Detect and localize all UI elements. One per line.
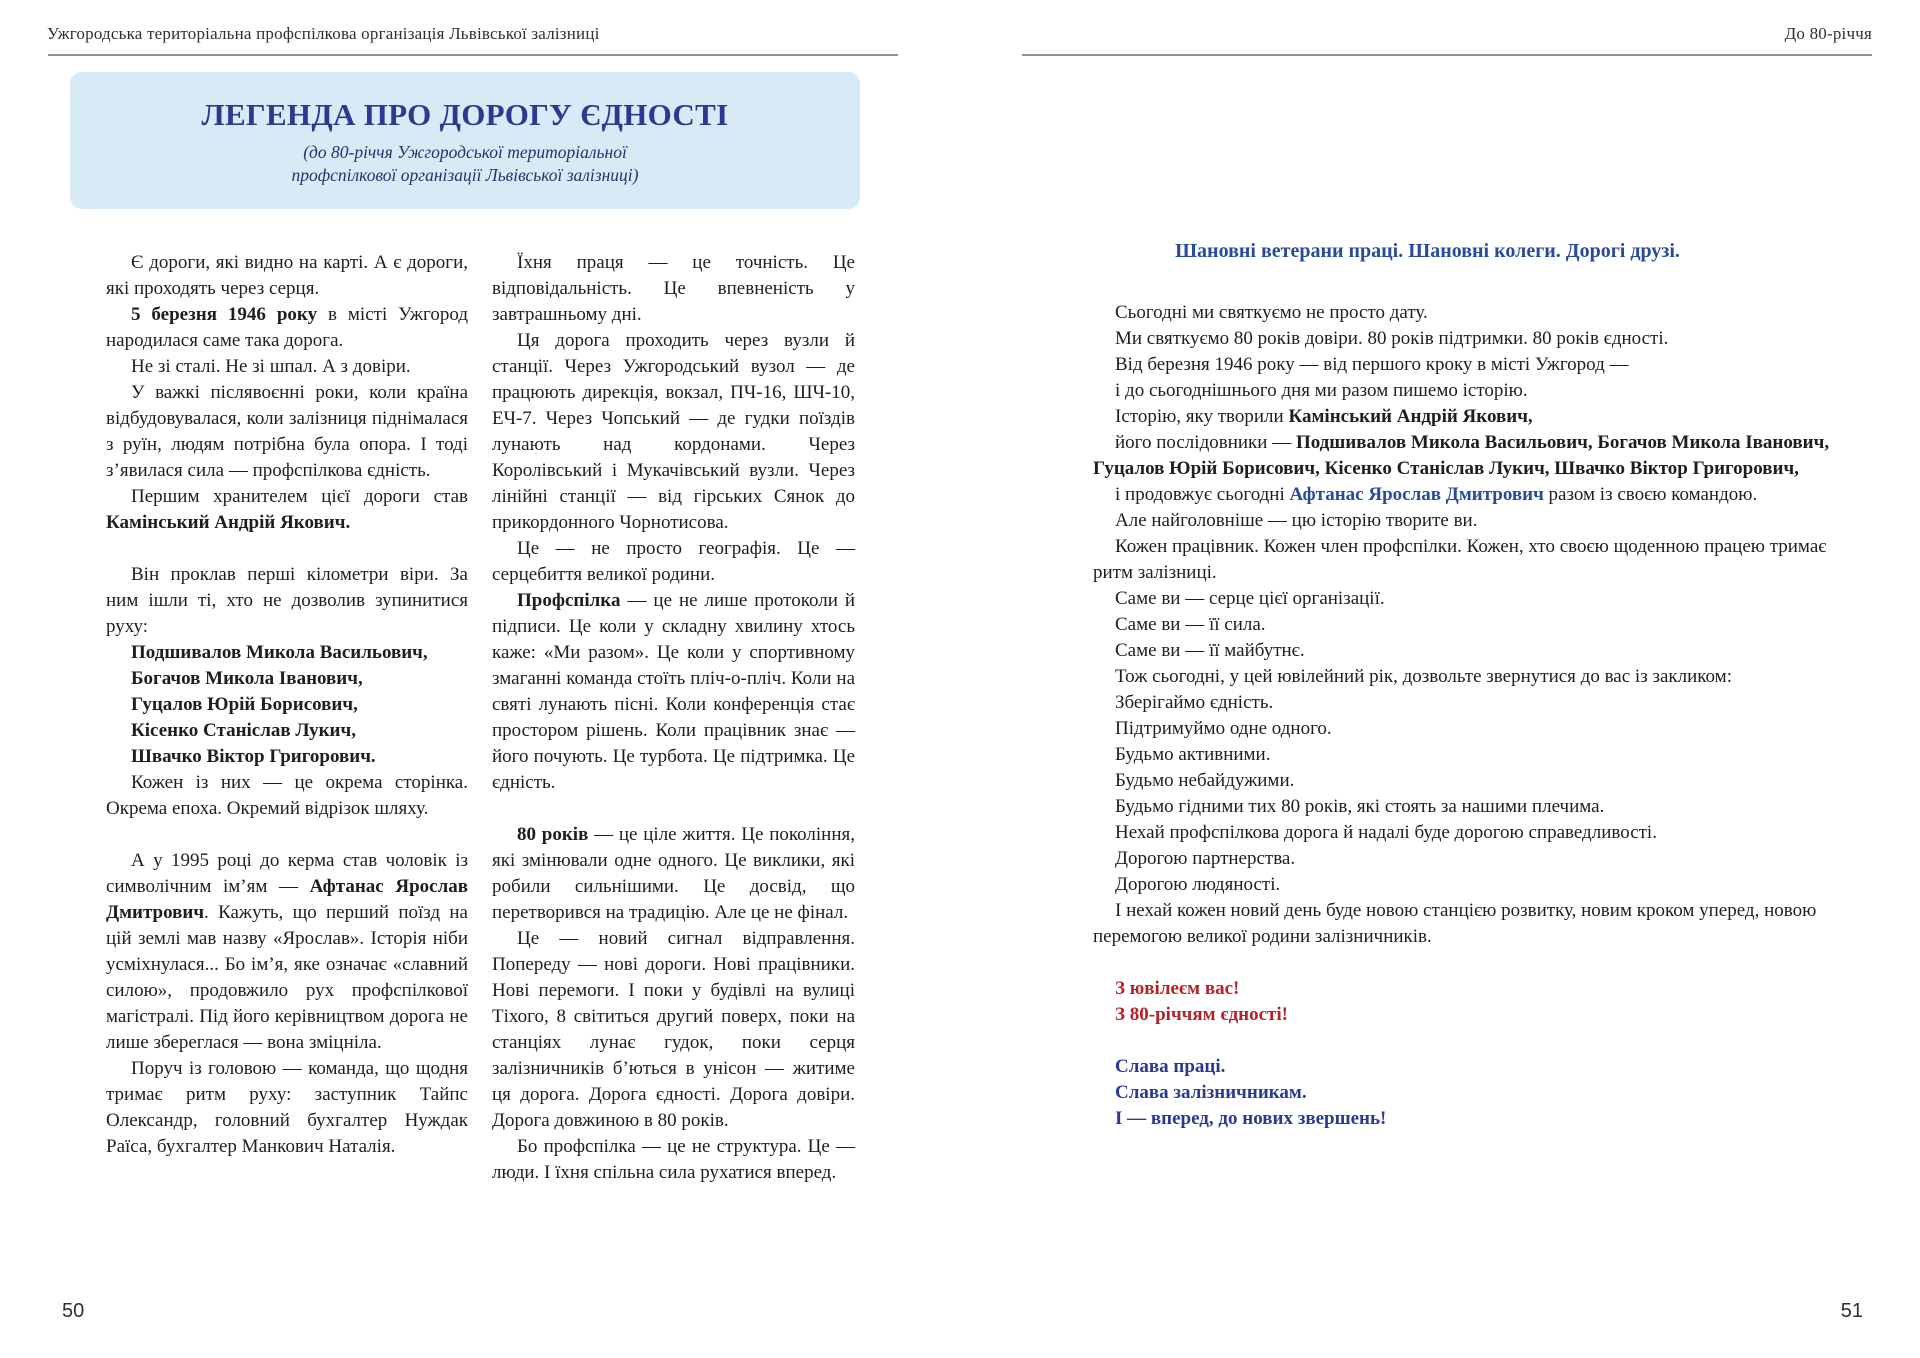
paragraph [106, 666, 468, 692]
paragraph [1093, 586, 1862, 612]
paragraph [492, 926, 855, 1134]
header-rule-right [1022, 54, 1872, 56]
running-header-right: До 80-річчя [1784, 24, 1872, 43]
text-run: Історію, яку творили [1115, 406, 1289, 427]
paragraph [1093, 1002, 1862, 1028]
text-run: Нехай профспілкова дорога й надалі буде дорогою справедливості. [1115, 822, 1657, 843]
paragraph [106, 354, 468, 380]
paragraph [1093, 716, 1862, 742]
emphasis-text: Богачов Микола Іванович, [131, 668, 363, 689]
paragraph [106, 770, 468, 822]
paragraph [1093, 326, 1862, 352]
text-column-1 [106, 250, 468, 1160]
text-run: його послідовники — [1115, 432, 1296, 453]
text-run: А у 1995 році до керма став чоловік із символічним ім’ям — [106, 850, 468, 897]
paragraph [106, 640, 468, 666]
paragraph [106, 302, 468, 354]
paragraph [492, 250, 855, 328]
paragraph [106, 692, 468, 718]
text-run: Будьмо небайдужими. [1115, 770, 1295, 791]
text-run: Зберігаймо єдність. [1115, 692, 1274, 713]
paragraph [106, 744, 468, 770]
paragraph-spacer [1093, 1028, 1862, 1054]
text-run: . Кажуть, що перший поїзд на цій землі мав назву «Ярослав». Історія ніби усміхнулася... Бо ім’я, яке означає «славний силою», продовжило рух профспілкової магістралі. Під його керівництвом дорога не лише збереглася — вона зміцніла. [106, 902, 468, 1053]
text-run: Це — новий сигнал відправлення. Попереду — нові дороги. Нові працівники. Нові перемоги. І поки у будівлі на вулиці Тіхого, 8 світиться другий поверх, поки на станціях лунає гудок, поки серця залізничників б’ються в унісон — житиме ця дорога. Дорога єдності. Дорога довіри. Дорога довжиною в 80 років. [492, 928, 855, 1131]
paragraph-spacer [106, 536, 468, 562]
paragraph [1093, 1106, 1862, 1132]
text-run: Слава залізничникам. [1115, 1082, 1307, 1103]
paragraph-spacer [106, 822, 468, 848]
paragraph [106, 1056, 468, 1160]
emphasis-text: Профспілка [517, 590, 621, 611]
text-run: Є дороги, які видно на карті. А є дороги, які проходять через серця. [106, 252, 468, 299]
text-run: Це — не просто географія. Це — серцебиття великої родини. [492, 538, 855, 585]
paragraph [1093, 378, 1862, 404]
paragraph [1093, 300, 1862, 326]
article-subtitle [70, 141, 860, 187]
paragraph [106, 562, 468, 640]
text-run: Їхня праця — це точність. Це відповідальність. Це впевненість у завтрашньому дні. [492, 252, 855, 325]
paragraph [1093, 508, 1862, 534]
paragraph [1093, 352, 1862, 378]
address-body [1093, 300, 1862, 1132]
paragraph [492, 588, 855, 796]
text-run: і до сьогоднішнього дня ми разом пишемо історію. [1115, 380, 1528, 401]
address-heading: Шановні ветерани праці. Шановні колеги. Дорогі друзі. [1175, 240, 1680, 262]
text-run: З 80-річчям єдності! [1115, 1004, 1288, 1025]
paragraph [1093, 534, 1862, 586]
paragraph [106, 718, 468, 744]
text-run: Першим хранителем цієї дороги став [131, 486, 468, 507]
paragraph [492, 328, 855, 536]
text-run: Тож сьогодні, у цей ювілейний рік, дозвольте звернутися до вас із закликом: [1115, 666, 1732, 687]
emphasis-text: Камінський Андрій Якович. [106, 512, 351, 533]
text-run: і продовжує сьогодні [1115, 484, 1290, 505]
emphasis-text: 5 березня 1946 року [131, 304, 318, 325]
text-run: Будьмо активними. [1115, 744, 1271, 765]
paragraph [492, 822, 855, 926]
text-run: Саме ви — її майбутнє. [1115, 640, 1305, 661]
paragraph [1093, 820, 1862, 846]
text-run: Але найголовніше — цю історію творите ви. [1115, 510, 1478, 531]
text-run: Сьогодні ми святкуємо не просто дату. [1115, 302, 1428, 323]
emphasis-text: 80 років [517, 824, 589, 845]
emphasis-text: Камінський Андрій Якович, [1288, 406, 1533, 427]
text-run: Від березня 1946 року — від першого кроку в місті Ужгород — [1115, 354, 1629, 375]
page-number-right: 51 [1840, 1300, 1863, 1322]
paragraph [1093, 1080, 1862, 1106]
text-run: Ми святкуємо 80 років довіри. 80 років підтримки. 80 років єдності. [1115, 328, 1669, 349]
paragraph [492, 1134, 855, 1186]
paragraph [1093, 612, 1862, 638]
paragraph [106, 250, 468, 302]
emphasis-text: Подшивалов Микола Васильович, Богачов Микола Іванович, Гуцалов Юрій Борисович, Кісенко Станіслав Лукич, Швачко Віктор Григорович, [1093, 432, 1830, 479]
running-header-left: Ужгородська територіальна профспілкова організація Львівської залізниці [47, 24, 600, 43]
text-run: І — вперед, до нових звершень! [1115, 1108, 1387, 1129]
text-run: Дорогою партнерства. [1115, 848, 1296, 869]
article-title: ЛЕГЕНДА ПРО ДОРОГУ ЄДНОСТІ [201, 97, 729, 132]
emphasis-text: Афтанас Ярослав Дмитрович [106, 876, 468, 923]
article-subtitle-line1: (до 80-річчя Ужгородської територіальної [303, 142, 627, 162]
text-run: — це ціле життя. Це покоління, які змінювали одне одного. Це виклики, які робили сильнішими. Це досвід, що перетворився на традицію. Але це не фінал. [492, 824, 855, 923]
paragraph [1093, 846, 1862, 872]
paragraph [492, 536, 855, 588]
text-run: Ця дорога проходить через вузли й станції. Через Ужгородський вузол — де працюють дирекція, вокзал, ПЧ-16, ШЧ-10, ЕЧ-7. Через Чопський — де гудки поїздів лунають над кордонами. Через Королівський і Мукачівський вузли. Через лінійні станції — від гірських Сянок до прикордонного Чорнотисова. [492, 330, 855, 533]
paragraph-spacer [492, 796, 855, 822]
text-run: разом із своєю командою. [1543, 484, 1758, 505]
text-run: в місті Ужгород народилася саме така дорога. [106, 304, 468, 351]
emphasis-text: Кісенко Станіслав Лукич, [131, 720, 356, 741]
text-run: Поруч із головою — команда, що щодня тримає ритм руху: заступник Тайпс Олександр, головний бухгалтер Нуждак Раїса, бухгалтер Манкович Наталія. [106, 1058, 468, 1157]
text-run: Саме ви — її сила. [1115, 614, 1266, 635]
page-number-left: 50 [62, 1300, 85, 1322]
paragraph [1093, 794, 1862, 820]
paragraph-spacer [1093, 950, 1862, 976]
article-subtitle-line2: профспілкової організації Львівської залізниці) [291, 165, 639, 185]
text-run: Бо профспілка — це не структура. Це — люди. І їхня спільна сила рухатися вперед. [492, 1136, 855, 1183]
text-run: — це не лише протоколи й підписи. Це коли у складну хвилину хтось каже: «Ми разом». Це коли у спортивному змаганні команда стоїть пліч-о-пліч. Коли на святі лунають пісні. Коли конференція стає простором рішень. Коли працівник знає — його почують. Це турбота. Це підтримка. Це єдність. [492, 590, 855, 793]
text-run: З ювілеєм вас! [1115, 978, 1240, 999]
paragraph [1093, 742, 1862, 768]
text-column-2 [492, 250, 855, 1186]
text-run: Підтримуймо одне одного. [1115, 718, 1332, 739]
paragraph [1093, 976, 1862, 1002]
paragraph [1093, 1054, 1862, 1080]
paragraph [1093, 768, 1862, 794]
paragraph [1093, 482, 1862, 508]
text-run: У важкі післявоєнні роки, коли країна відбудовувалася, коли залізниця піднімалася з руїн, людям потрібна була опора. І тоді з’явилася сила — профспілкова єдність. [106, 382, 468, 481]
paragraph [1093, 872, 1862, 898]
article-title-box [70, 72, 860, 209]
text-run: І нехай кожен новий день буде новою станцією розвитку, новим кроком уперед, новою перемогою великої родини залізничників. [1093, 900, 1817, 947]
text-run: Саме ви — серце цієї організації. [1115, 588, 1385, 609]
paragraph [106, 380, 468, 484]
paragraph [106, 848, 468, 1056]
text-run: Слава праці. [1115, 1056, 1226, 1077]
paragraph [106, 484, 468, 536]
text-run: Будьмо гідними тих 80 років, які стоять за нашими плечима. [1115, 796, 1605, 817]
paragraph [1093, 430, 1862, 482]
emphasis-text: Подшивалов Микола Васильович, [131, 642, 428, 663]
text-run: Він проклав перші кілометри віри. За ним ішли ті, хто не дозволив зупинитися руху: [106, 564, 468, 637]
paragraph [1093, 638, 1862, 664]
text-run: Дорогою людяності. [1115, 874, 1281, 895]
paragraph [1093, 664, 1862, 690]
paragraph [1093, 404, 1862, 430]
emphasis-text: Гуцалов Юрій Борисович, [131, 694, 358, 715]
header-rule-left [48, 54, 898, 56]
paragraph [1093, 898, 1862, 950]
emphasis-text: Афтанас Ярослав Дмитрович [1289, 484, 1544, 505]
text-run: Не зі сталі. Не зі шпал. А з довіри. [131, 356, 411, 377]
text-run: Кожен із них — це окрема сторінка. Окрема епоха. Окремий відрізок шляху. [106, 772, 468, 819]
paragraph [1093, 690, 1862, 716]
text-run: Кожен працівник. Кожен член профспілки. Кожен, хто своєю щоденною працею тримає ритм залізниці. [1093, 536, 1827, 583]
emphasis-text: Швачко Віктор Григорович. [131, 746, 376, 767]
